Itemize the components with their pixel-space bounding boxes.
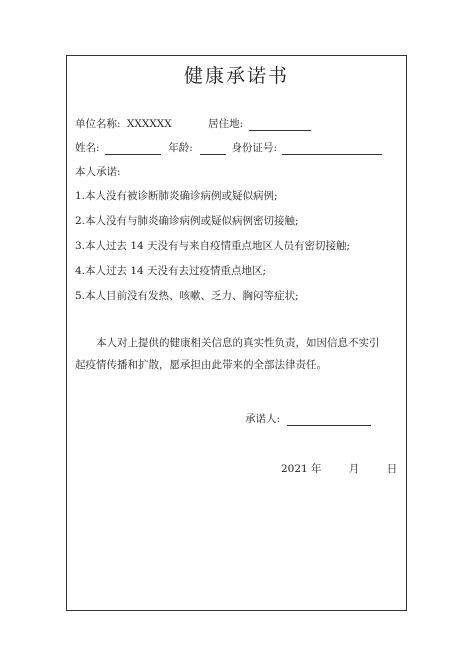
declaration-paragraph: 本人对上提供的健康相关信息的真实性负责，如因信息不实引起疫情传播和扩散，愿承担由此带来的全部法律责任。 (75, 337, 380, 371)
pledge-item: 2.本人没有与肺炎确诊病例或疑似病例密切接触; (75, 215, 299, 227)
address-blank[interactable] (249, 119, 311, 131)
date-row (281, 461, 397, 476)
date-month: 月 (348, 463, 360, 475)
pledge-item: 3.本人过去 14 天没有与来自疫情重点地区人员有密切接触; (75, 240, 351, 252)
id-blank[interactable] (282, 143, 382, 155)
address-label: 居住地: (208, 118, 244, 130)
identity-row (75, 140, 382, 155)
date-day: 日 (386, 463, 398, 475)
signature-row (245, 411, 371, 426)
unit-label: 单位名称: (75, 118, 121, 130)
age-blank[interactable] (200, 143, 226, 155)
id-label: 身份证号: (231, 142, 278, 154)
form-frame (66, 55, 407, 611)
signature-label: 承诺人: (245, 413, 281, 425)
pledge-header: 本人承诺: (75, 166, 121, 178)
pledge-item: 4.本人过去 14 天没有去过疫情重点地区; (75, 265, 267, 277)
name-label: 姓名: (75, 142, 100, 154)
name-blank[interactable] (105, 143, 161, 155)
document-title: 健康承诺书 (183, 65, 289, 87)
pledge-item: 1.本人没有被诊断肺炎确诊病例或疑似病例; (75, 190, 278, 202)
pledge-item: 5.本人目前没有发热、咳嗽、乏力、胸闷等症状; (75, 290, 299, 302)
age-label: 年龄: (168, 142, 193, 154)
date-year: 2021 年 (281, 463, 322, 475)
signature-blank[interactable] (287, 414, 371, 426)
unit-value: XXXXXX (126, 118, 172, 130)
unit-row (75, 116, 311, 131)
